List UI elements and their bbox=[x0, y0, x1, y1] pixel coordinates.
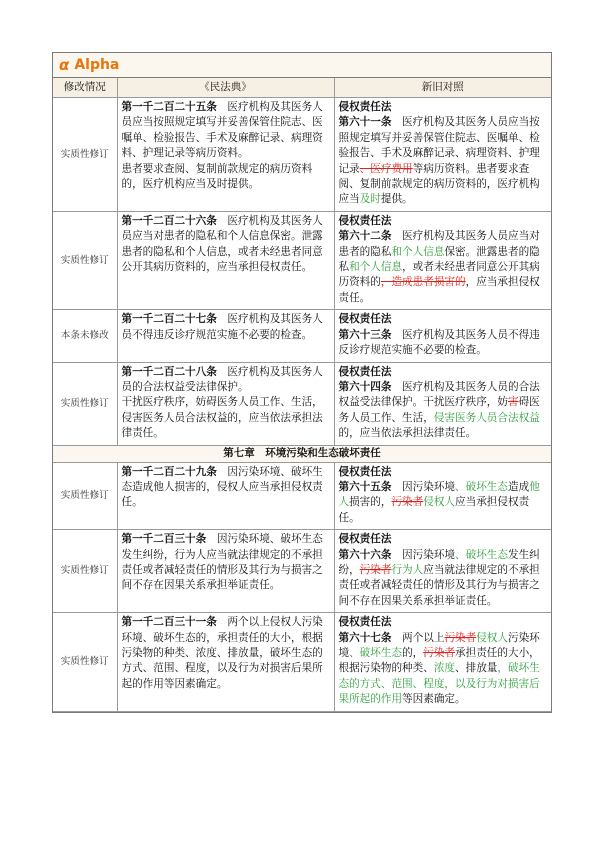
old-law-name: 侵权责任法 bbox=[338, 365, 392, 378]
old-law-comparison bbox=[334, 613, 551, 711]
table-row bbox=[53, 462, 551, 530]
civil-article-text-para2: 干扰医疗秩序，妨碍医务人员工作、生活，侵害医务人员合法权益的，应当依法承担法律责任。 bbox=[121, 396, 323, 440]
old-law-name: 侵权责任法 bbox=[338, 533, 392, 546]
unchanged-text: 患者要求查阅、复制前款规定的病历资料的，医疗机构应当 bbox=[338, 162, 540, 206]
old-article-number: 第六十六条 bbox=[338, 548, 392, 561]
civil-article-number: 第一千二百二十五条 bbox=[121, 101, 217, 113]
modification-status: 实质性修订 bbox=[53, 362, 117, 445]
deleted-text: 污染者 bbox=[423, 647, 456, 659]
unchanged-text: 医疗机构及其医务人员的合法权益受法律保护。 bbox=[338, 380, 540, 409]
unchanged-text: 提供。 bbox=[380, 193, 413, 206]
inserted-text: 和个人信息 bbox=[349, 261, 403, 274]
modification-status: 本条未修改 bbox=[53, 310, 117, 362]
unchanged-text: 、排放量 bbox=[455, 662, 498, 675]
unchanged-text: 医疗机构及其医务人员应当对患者的隐私 bbox=[338, 230, 540, 258]
civil-article-number: 第一千二百三十一条 bbox=[121, 616, 217, 629]
civil-code-article bbox=[117, 530, 334, 613]
header-comparison: 新旧对照 bbox=[334, 78, 551, 98]
table-row bbox=[53, 211, 551, 309]
unchanged-text: 因污染环境 bbox=[391, 548, 456, 561]
old-article-number: 第六十三条 bbox=[338, 328, 392, 341]
old-law-name: 侵权责任法 bbox=[338, 616, 392, 629]
table-row bbox=[53, 362, 551, 445]
old-article-number: 第六十二条 bbox=[338, 230, 392, 243]
header-status: 修改情况 bbox=[53, 78, 117, 98]
table-row bbox=[53, 98, 551, 212]
modification-status: 实质性修订 bbox=[53, 98, 117, 212]
old-law-name: 侵权责任法 bbox=[338, 101, 392, 113]
modification-status: 实质性修订 bbox=[53, 211, 117, 309]
table-row bbox=[53, 310, 551, 362]
civil-article-number: 第一千二百二十六条 bbox=[121, 214, 217, 227]
brand-name: Alpha bbox=[74, 57, 120, 73]
inserted-text: ，破坏生态的方式、范围、程度，以及行为对损害后果所起的作用 bbox=[338, 662, 540, 706]
unchanged-text: 保密。泄露患者的隐私 bbox=[338, 245, 540, 274]
civil-article-number: 第一千二百二十九条 bbox=[121, 465, 217, 478]
table-row bbox=[53, 530, 551, 613]
old-law-name: 侵权责任法 bbox=[338, 214, 392, 227]
old-law-comparison bbox=[334, 310, 551, 362]
old-law-comparison bbox=[334, 98, 551, 212]
old-article-number: 第六十一条 bbox=[338, 116, 392, 129]
civil-article-text: 因污染环境、破坏生态发生纠纷，行为人应当就法律规定的不承担责任或者减轻责任的情形及其行为与损害之间不存在因果关系承担举证责任。 bbox=[121, 533, 323, 592]
unchanged-text: 的，应当依法承担法律责任。 bbox=[338, 427, 477, 440]
civil-article-text: 医疗机构及其医务人员的合法权益受法律保护。 bbox=[121, 365, 323, 393]
unchanged-text: 干扰医疗秩序，妨 bbox=[423, 396, 508, 409]
inserted-text: 、破坏生态 bbox=[455, 548, 508, 561]
modification-status: 实质性修订 bbox=[53, 613, 117, 711]
chapter-title: 第七章 环境污染和生态破坏责任 bbox=[53, 445, 551, 462]
civil-article-text: 医疗机构及其医务人员应当按照规定填写并妥善保管住院志、医嘱单、检验报告、手术及麻醉记录、病理资料、护理记录等病历资料。 bbox=[121, 101, 323, 160]
inserted-text: 及时 bbox=[359, 193, 381, 206]
deleted-text: 污染者 bbox=[359, 563, 392, 576]
civil-code-article bbox=[117, 211, 334, 309]
civil-code-article bbox=[117, 310, 334, 362]
old-law-name: 侵权责任法 bbox=[338, 313, 392, 326]
unchanged-text: 损害的， bbox=[349, 496, 392, 509]
unchanged-text: 医疗机构及其医务人员应当按照规定填写并妥善保管住院志、医嘱单、检验报告、手术及麻醉记录、病理资料、护理记录 bbox=[338, 116, 540, 175]
old-law-comparison bbox=[334, 462, 551, 530]
civil-code-article bbox=[117, 362, 334, 445]
civil-article-number: 第一千二百二十八条 bbox=[121, 365, 217, 378]
old-law-name: 侵权责任法 bbox=[338, 465, 392, 478]
inserted-text: 浓度 bbox=[433, 662, 456, 675]
unchanged-text: 承担责任的大小，根据污染物的种类、 bbox=[338, 647, 540, 675]
deleted-text: 污染者 bbox=[444, 631, 477, 644]
unchanged-text: 医疗机构及其医务人员不得违反诊疗规范实施不必要的检查。 bbox=[338, 328, 540, 357]
unchanged-text: ，或者未经患者同意公开其病历资料的 bbox=[338, 261, 540, 289]
modification-status: 实质性修订 bbox=[53, 462, 117, 530]
old-law-comparison bbox=[334, 530, 551, 613]
unchanged-text: 污染环境 bbox=[338, 631, 540, 659]
inserted-text: 他人 bbox=[338, 480, 540, 509]
civil-article-text: 医疗机构及其医务人员应当对患者的隐私和个人信息保密。泄露患者的隐私和个人信息，或者未经患者同意公开其病历资料的，应当承担侵权责任。 bbox=[121, 214, 323, 274]
old-law-comparison bbox=[334, 362, 551, 445]
old-article-number: 第六十四条 bbox=[338, 380, 392, 393]
civil-article-number: 第一千二百三十条 bbox=[121, 533, 207, 546]
inserted-text: 侵权人 bbox=[423, 496, 456, 509]
inserted-text: 、破坏生态 bbox=[455, 480, 508, 493]
inserted-text: 和个人信息 bbox=[391, 245, 445, 258]
brand-header bbox=[53, 53, 551, 78]
unchanged-text: 应当就法律规定的不承担责任或者减轻责任的情形及其行为与损害之间不存在因果关系承担举证责任。 bbox=[338, 563, 540, 607]
civil-article-number: 第一千二百二十七条 bbox=[121, 313, 217, 326]
alpha-logo-icon: α bbox=[59, 55, 70, 74]
unchanged-text: 碍医务人员工作、生活， bbox=[338, 396, 540, 424]
unchanged-text: 的， bbox=[402, 647, 424, 659]
old-article-number: 第六十七条 bbox=[338, 631, 392, 644]
civil-article-text-para2: 患者要求查阅、复制前款规定的病历资料的，医疗机构应当及时提供。 bbox=[121, 162, 313, 191]
civil-code-article bbox=[117, 462, 334, 530]
civil-code-article bbox=[117, 98, 334, 212]
chapter-row bbox=[53, 445, 551, 462]
unchanged-text: 造成 bbox=[508, 480, 530, 493]
unchanged-text: ，应当承担侵权责任。 bbox=[338, 276, 540, 304]
unchanged-text: 应当承担侵权责任。 bbox=[338, 496, 530, 524]
inserted-text: 、破坏生态 bbox=[349, 647, 403, 659]
unchanged-text: 等因素确定。 bbox=[402, 693, 466, 706]
deleted-text: 污染者 bbox=[391, 496, 424, 509]
deleted-text: ，造成患者损害的 bbox=[380, 276, 466, 289]
table-body-part2 bbox=[53, 462, 551, 711]
deleted-text: 、医疗费用 bbox=[359, 162, 413, 175]
unchanged-text: 等病历资料。 bbox=[412, 162, 477, 175]
inserted-text: 侵权人 bbox=[476, 631, 508, 644]
unchanged-text: 两个以上 bbox=[391, 631, 445, 644]
inserted-text: 侵害医务人员合法权益 bbox=[433, 411, 540, 424]
civil-code-article bbox=[117, 613, 334, 711]
old-article-number: 第六十五条 bbox=[338, 480, 392, 493]
civil-article-text: 因污染环境、破坏生态造成他人损害的，侵权人应当承担侵权责任。 bbox=[121, 465, 323, 509]
old-law-comparison bbox=[334, 211, 551, 309]
table-body-part1 bbox=[53, 98, 551, 446]
inserted-text: 行为人 bbox=[391, 563, 424, 576]
deleted-text: 害 bbox=[508, 396, 519, 409]
unchanged-text: 因污染环境 bbox=[391, 480, 456, 493]
unchanged-text: 发生纠纷， bbox=[338, 548, 540, 576]
modification-status: 实质性修订 bbox=[53, 530, 117, 613]
header-civil-code: 《民法典》 bbox=[117, 78, 334, 98]
table-row bbox=[53, 613, 551, 711]
comparison-table bbox=[53, 78, 551, 712]
civil-article-text: 医疗机构及其医务人员不得违反诊疗规范实施不必要的检查。 bbox=[121, 313, 323, 341]
table-header-row bbox=[53, 78, 551, 98]
civil-article-text: 两个以上侵权人污染环境、破坏生态的，承担责任的大小，根据污染物的种类、浓度、排放量，破坏生态的方式、范围、程度，以及行为对损害后果所起的作用等因素确定。 bbox=[121, 616, 323, 690]
comparison-document bbox=[52, 52, 552, 713]
